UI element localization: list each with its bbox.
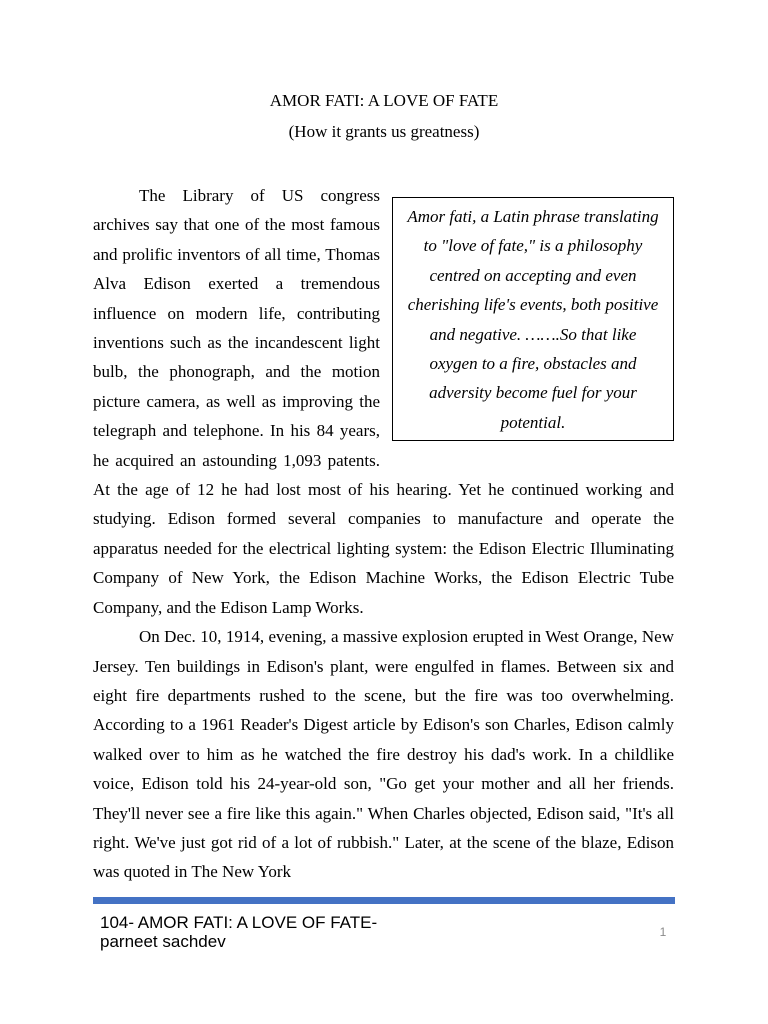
paragraph-1-text: The Library of US congress archives say that one of the most famous and prolific inventors of all time, Thomas Alva Edison exerted a tremendous influence on modern life, contributing inventions such as the incandescent light bulb, the phonograph, and the motion picture camera, as well as improving the telegraph and telephone. In his 84 years, he acquired an astounding 1,093 patents. At the age of 12 he had lost most of his hearing. Yet he continued working and studying. Edison formed several companies to manufacture and operate the apparatus needed for the electrical lighting system: the Edison Electric Illuminating Company of New York, the Edison Machine Works, the Edison Electric Tube Company, and the Edison Lamp Works. bbox=[93, 186, 674, 617]
footer-divider bbox=[93, 897, 675, 904]
document-subtitle: (How it grants us greatness) bbox=[288, 122, 480, 141]
quote-callout-box: Amor fati, a Latin phrase translating to "love of fate," is a philosophy centred on accepting and even cherishing life's events, both positive and negative. …….So that like oxygen to a fire, obstacles and adversity become fuel for your potential. bbox=[392, 197, 674, 441]
body-text bbox=[93, 181, 674, 887]
page-number: 1 bbox=[659, 925, 667, 939]
paragraph-1 bbox=[93, 181, 674, 622]
paragraph-2: On Dec. 10, 1914, evening, a massive explosion erupted in West Orange, New Jersey. Ten buildings in Edison's plant, were engulfed in flames. Between six and eight fire departments rushed to the scene, but the fire was too overwhelming. According to a 1961 Reader's Digest article by Edison's son Charles, Edison calmly walked over to him as he watched the fire destroy his dad's work. In a childlike voice, Edison told his 24-year-old son, "Go get your mother and all her friends. They'll never see a fire like this again." When Charles objected, Edison said, "It's all right. We've just got rid of a lot of rubbish." Later, at the scene of the blaze, Edison was quoted in The New York bbox=[93, 627, 674, 882]
document-title: AMOR FATI: A LOVE OF FATE bbox=[269, 91, 499, 110]
footer-title: 104- AMOR FATI: A LOVE OF FATE-parneet sachdev bbox=[100, 913, 378, 951]
